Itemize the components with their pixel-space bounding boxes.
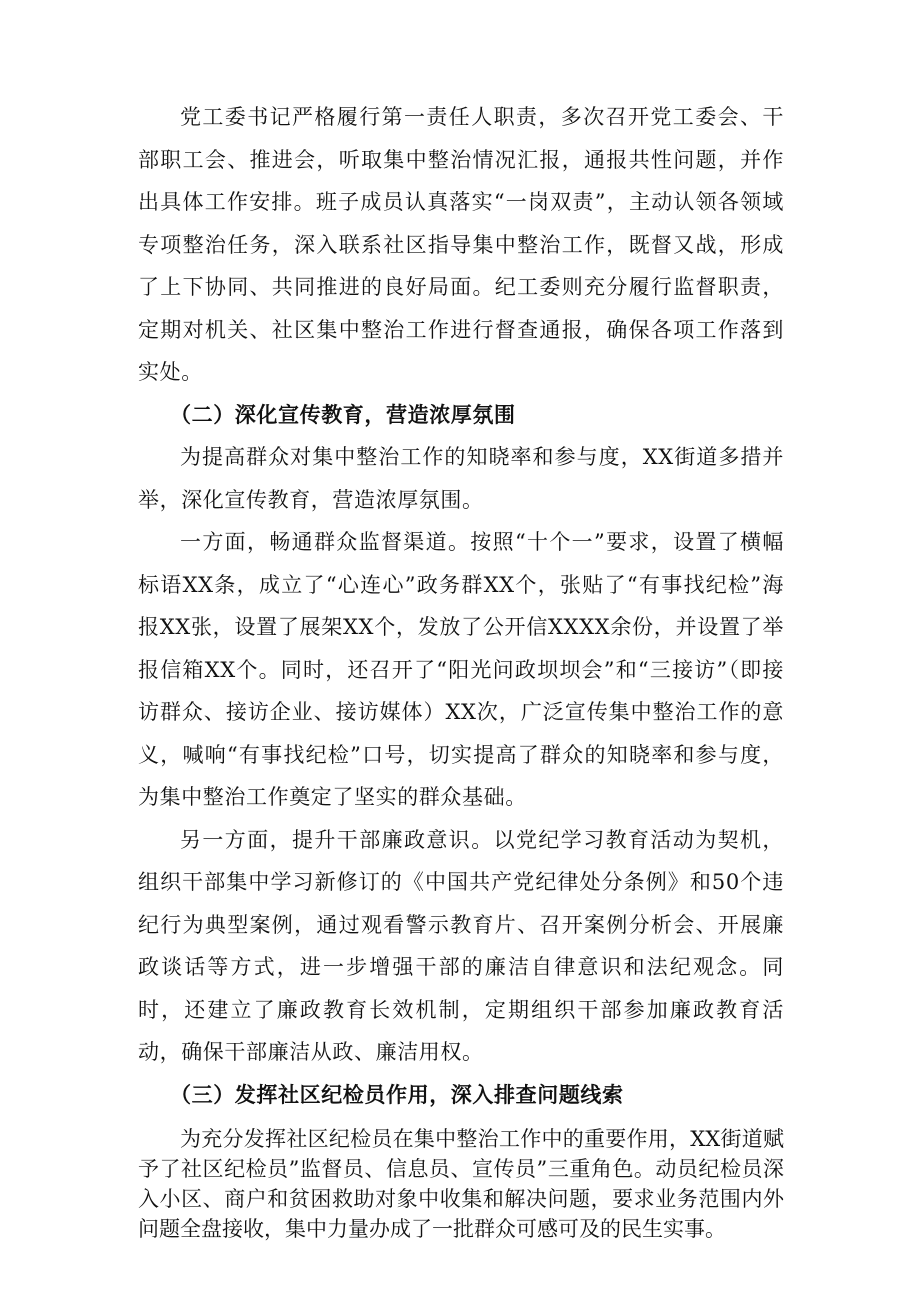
paragraph-community-inspectors: 为充分发挥社区纪检员在集中整治工作中的重要作用，XX街道赋予了社区纪检员”监督员、信息员、宣传员”三重角色。动员纪检员深入小区、商户和贫困救助对象中收集和解决问题，要求业务范围内外问题全盘接收，集中力量办成了一批群众可感可及的民生实事。 — [138, 1127, 784, 1241]
paragraph-publicity-intro: 为提高群众对集中整治工作的知晓率和参与度，XX街道多措并举，深化宣传教育，营造浓厚氛围。 — [138, 445, 784, 512]
paragraph-integrity-awareness: 另一方面，提升干部廉政意识。以党纪学习教育活动为契机，组织干部集中学习新修订的《中国共产党纪律处分条例》和50个违纪行为典型案例，通过观看警示教育片、召开案例分析会、开展廉政谈话等方式，进一步增强干部的廉洁自律意识和法纪观念。同时，还建立了廉政教育长效机制，定期组织干部参加廉政教育活动，确保干部廉洁从政、廉洁用权。 — [138, 827, 784, 1064]
section-heading-publicity: （二）深化宣传教育，营造浓厚氛围 — [170, 401, 516, 427]
section-heading-community-inspectors: （三）发挥社区纪检员作用，深入排查问题线索 — [170, 1081, 624, 1107]
document-body — [138, 96, 784, 1244]
paragraph-leadership-duties: 党工委书记严格履行第一责任人职责，多次召开党工委会、干部职工会、推进会，听取集中整治情况汇报，通报共性问题，并作出具体工作安排。班子成员认真落实“一岗双责”，主动认领各领域专项整治任务，深入联系社区指导集中整治工作，既督又战，形成了上下协同、共同推进的良好局面。纪工委则充分履行监督职责，定期对机关、社区集中整治工作进行督查通报，确保各项工作落到实处。 — [138, 105, 784, 384]
paragraph-supervision-channels: 一方面，畅通群众监督渠道。按照“十个一”要求，设置了横幅标语XX条，成立了“心连心”政务群XX个，张贴了“有事找纪检”海报XX张，设置了展架XX个，发放了公开信XXXX余份，并设置了举报信箱XX个。同时，还召开了“阳光问政坝坝会”和“三接访”（即接访群众、接访企业、接访媒体）XX次，广泛宣传集中整治工作的意义，喊响“有事找纪检”口号，切实提高了群众的知晓率和参与度，为集中整治工作奠定了坚实的群众基础。 — [138, 530, 784, 809]
